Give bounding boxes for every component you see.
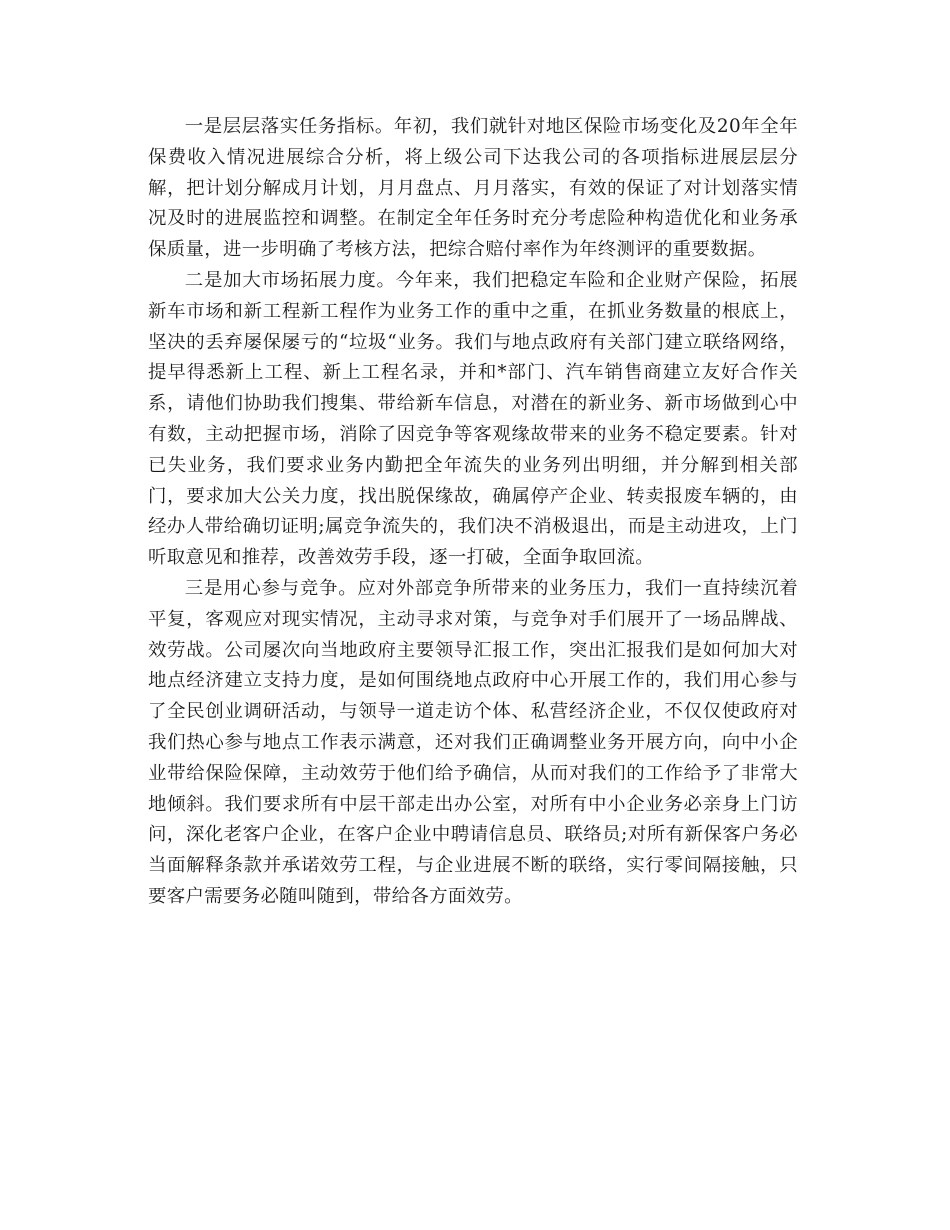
paragraph-competition: 三是用心参与竞争。应对外部竞争所带来的业务压力，我们一直持续沉着平复，客观应对现实情况，主动寻求对策，与竞争对手们展开了一场品牌战、效劳战。公司屡次向当地政府主要领导汇报工作，突出汇报我们是如何加大对地点经济建立支持力度，是如何围绕地点政府中心开展工作的，我们用心参与了全民创业调研活动，与领导一道走访个体、私营经济企业，不仅仅使政府对我们热心参与地点工作表示满意，还对我们正确调整业务开展方向，向中小企业带给保险保障，主动效劳于他们给予确信，从而对我们的工作给予了非常大地倾斜。我们要求所有中层干部走出办公室，对所有中小企业务必亲身上门访问，深化老客户企业，在客户企业中聘请信息员、联络员;对所有新保客户务必当面解释条款并承诺效劳工程，与企业进展不断的联络，实行零间隔接触，只要客户需要务必随叫随到，带给各方面效劳。 bbox=[148, 577, 798, 907]
paragraph-market-expansion: 二是加大市场拓展力度。今年来，我们把稳定车险和企业财产保险，拓展新车市场和新工程新工程作为业务工作的重中之重，在抓业务数量的根底上，坚决的丢弃屡保屡亏的“垃圾“业务。我们与地点政府有关部门建立联络网络，提早得悉新上工程、新上工程名录，并和*部门、汽车销售商建立友好合作关系，请他们协助我们搜集、带给新车信息，对潜在的新业务、新市场做到心中有数，主动把握市场，消除了因竞争等客观缘故带来的业务不稳定要素。针对已失业务，我们要求业务内勤把全年流失的业务列出明细，并分解到相关部门，要求加大公关力度，找出脱保缘故，确属停产企业、转卖报废车辆的，由经办人带给确切证明;属竞争流失的，我们决不消极退出，而是主动进攻，上门听取意见和推荐，改善效劳手段，逐一打破，全面争取回流。 bbox=[148, 269, 798, 569]
paragraph-task-targets: 一是层层落实任务指标。年初，我们就针对地区保险市场变化及20年全年保费收入情况进展综合分析，将上级公司下达我公司的各项指标进展层层分解，把计划分解成月计划，月月盘点、月月落实，有效的保证了对计划落实情况及时的进展监控和调整。在制定全年任务时充分考虑险种构造优化和业务承保质量，进一步明确了考核方法，把综合赔付率作为年终测评的重要数据。 bbox=[148, 116, 798, 261]
document-body bbox=[148, 112, 798, 913]
